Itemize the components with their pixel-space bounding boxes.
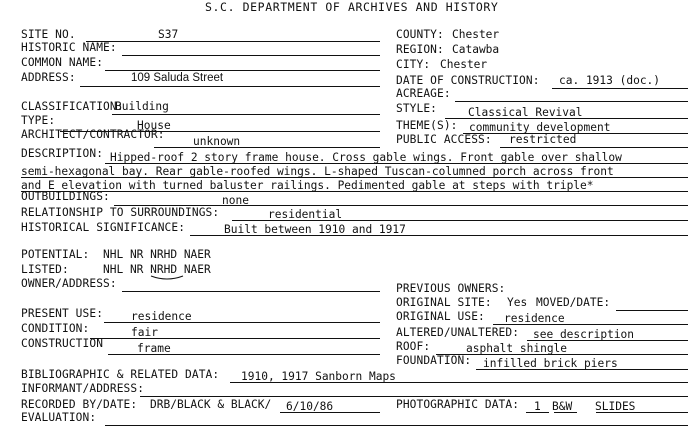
recorded-date-value: 6/10/86 xyxy=(286,400,334,413)
significance-line xyxy=(190,235,688,236)
county-value: Chester xyxy=(452,28,500,41)
type-value: House xyxy=(137,119,171,132)
moved-date-label: MOVED/DATE: xyxy=(536,296,611,309)
common-name-label: COMMON NAME: xyxy=(21,56,104,69)
relationship-label: RELATIONSHIP TO SURROUNDINGS: xyxy=(21,206,220,219)
listed-options: NHL NR NRHD NAER xyxy=(103,263,211,276)
foundation-value: infilled brick piers xyxy=(483,357,618,370)
description-rule-1 xyxy=(105,163,688,164)
public-access-line xyxy=(500,147,688,148)
address-line xyxy=(80,86,380,87)
region-label: REGION: xyxy=(396,43,444,56)
date-construction-value: ca. 1913 (doc.) xyxy=(559,74,661,87)
classification-value: Building xyxy=(115,100,169,113)
themes-value: community development xyxy=(469,121,611,134)
potential-label: POTENTIAL: xyxy=(21,248,90,261)
condition-label: CONDITION: xyxy=(21,322,90,335)
themes-label: THEME(S): xyxy=(396,119,458,132)
previous-owners-label: PREVIOUS OWNERS: xyxy=(396,282,506,295)
photographic-label: PHOTOGRAPHIC DATA: xyxy=(396,398,520,411)
style-line xyxy=(445,118,688,119)
foundation-line xyxy=(476,369,688,370)
present-use-value: residence xyxy=(131,310,192,323)
significance-value: Built between 1910 and 1917 xyxy=(224,223,406,236)
owner-line xyxy=(122,291,380,292)
photo-type-line xyxy=(554,412,577,413)
photo-slides-label: SLIDES xyxy=(595,400,636,413)
classification-label: CLASSIFICATION: xyxy=(21,100,124,113)
construction-line xyxy=(108,354,380,355)
altered-value: see description xyxy=(533,328,635,341)
present-use-label: PRESENT USE: xyxy=(21,307,104,320)
owner-label: OWNER/ADDRESS: xyxy=(21,277,117,290)
site-no-line xyxy=(86,41,380,42)
description-line-1: Hipped-roof 2 story frame house. Cross gable wings. Front gable over shallow xyxy=(110,151,622,164)
construction-value: frame xyxy=(137,342,171,355)
description-line-2: semi-hexagonal bay. Rear gable-roofed wings. L-shaped Tuscan-columned porch across front xyxy=(21,165,614,178)
relationship-value: residential xyxy=(268,208,343,221)
informant-line xyxy=(140,396,688,397)
condition-line xyxy=(90,338,380,339)
city-value: Chester xyxy=(440,58,488,71)
architect-label: ARCHITECT/CONTRACTOR: xyxy=(21,128,165,141)
condition-value: fair xyxy=(131,326,158,339)
evaluation-line xyxy=(105,425,688,426)
description-rule-3 xyxy=(21,191,688,192)
construction-label: CONSTRUCTION xyxy=(21,337,104,350)
description-label: DESCRIPTION: xyxy=(21,147,104,160)
architect-value: unknown xyxy=(193,135,241,148)
type-label: TYPE: xyxy=(21,114,56,127)
photo-type-value: B&W xyxy=(552,400,573,413)
address-label: ADDRESS: xyxy=(21,71,76,84)
description-line-3: and E elevation with turned baluster railings. Pedimented gable at steps with triple* xyxy=(21,179,594,192)
original-use-line xyxy=(493,324,688,325)
address-value: 109 Saluda Street xyxy=(131,72,224,84)
recorded-date-line xyxy=(280,412,380,413)
nrhd-circled-mark xyxy=(150,274,184,280)
common-name-line xyxy=(105,70,380,71)
outbuildings-label: OUTBUILDINGS: xyxy=(21,190,110,203)
photo-count-value: 1 xyxy=(534,400,541,413)
style-value: Classical Revival xyxy=(468,106,583,119)
bibliographic-label: BIBLIOGRAPHIC & RELATED DATA: xyxy=(21,368,220,381)
original-use-label: ORIGINAL USE: xyxy=(396,310,485,323)
style-label: STYLE: xyxy=(396,102,438,115)
original-site-label: ORIGINAL SITE: xyxy=(396,296,492,309)
acreage-label: ACREAGE: xyxy=(396,87,451,100)
roof-label: ROOF: xyxy=(396,340,431,353)
foundation-label: FOUNDATION: xyxy=(396,354,472,367)
present-use-line xyxy=(104,322,380,323)
form-header: S.C. DEPARTMENT OF ARCHIVES AND HISTORY xyxy=(205,0,499,14)
date-construction-label: DATE OF CONSTRUCTION: xyxy=(396,74,540,87)
photo-count-line xyxy=(526,412,549,413)
city-label: CITY: xyxy=(396,58,431,71)
original-site-value: Yes xyxy=(507,296,528,309)
listed-label: LISTED: xyxy=(21,263,69,276)
public-access-label: PUBLIC ACCESS: xyxy=(396,133,492,146)
recorded-by-value: DRB/BLACK & BLACK/ xyxy=(150,398,272,411)
date-construction-line xyxy=(552,88,688,89)
acreage-line xyxy=(455,101,688,102)
significance-label: HISTORICAL SIGNIFICANCE: xyxy=(21,221,186,234)
description-rule-2 xyxy=(21,177,688,178)
classification-line xyxy=(112,114,380,115)
recorded-label: RECORDED BY/DATE: xyxy=(21,398,138,411)
site-no-label: SITE NO. xyxy=(21,28,76,41)
public-access-value: restricted xyxy=(509,133,577,146)
informant-label: INFORMANT/ADDRESS: xyxy=(21,382,145,395)
bibliographic-line xyxy=(230,382,688,383)
moved-date-line xyxy=(616,310,688,311)
photo-slides-line xyxy=(596,412,688,413)
potential-options: NHL NR NRHD NAER xyxy=(103,248,211,261)
architect-line xyxy=(154,147,380,148)
evaluation-label: EVALUATION: xyxy=(21,411,97,424)
altered-line xyxy=(527,340,688,341)
roof-line xyxy=(436,354,688,355)
altered-label: ALTERED/UNALTERED: xyxy=(396,326,520,339)
site-no-value: S37 xyxy=(158,28,179,41)
region-value: Catawba xyxy=(452,43,500,56)
original-use-value: residence xyxy=(504,312,565,325)
bibliographic-value: 1910, 1917 Sanborn Maps xyxy=(241,370,396,383)
county-label: COUNTY: xyxy=(396,28,444,41)
roof-value: asphalt shingle xyxy=(466,342,568,355)
historic-name-label: HISTORIC NAME: xyxy=(21,41,117,54)
historic-name-line xyxy=(122,55,380,56)
relationship-line xyxy=(232,220,688,221)
outbuildings-value: none xyxy=(222,194,249,207)
